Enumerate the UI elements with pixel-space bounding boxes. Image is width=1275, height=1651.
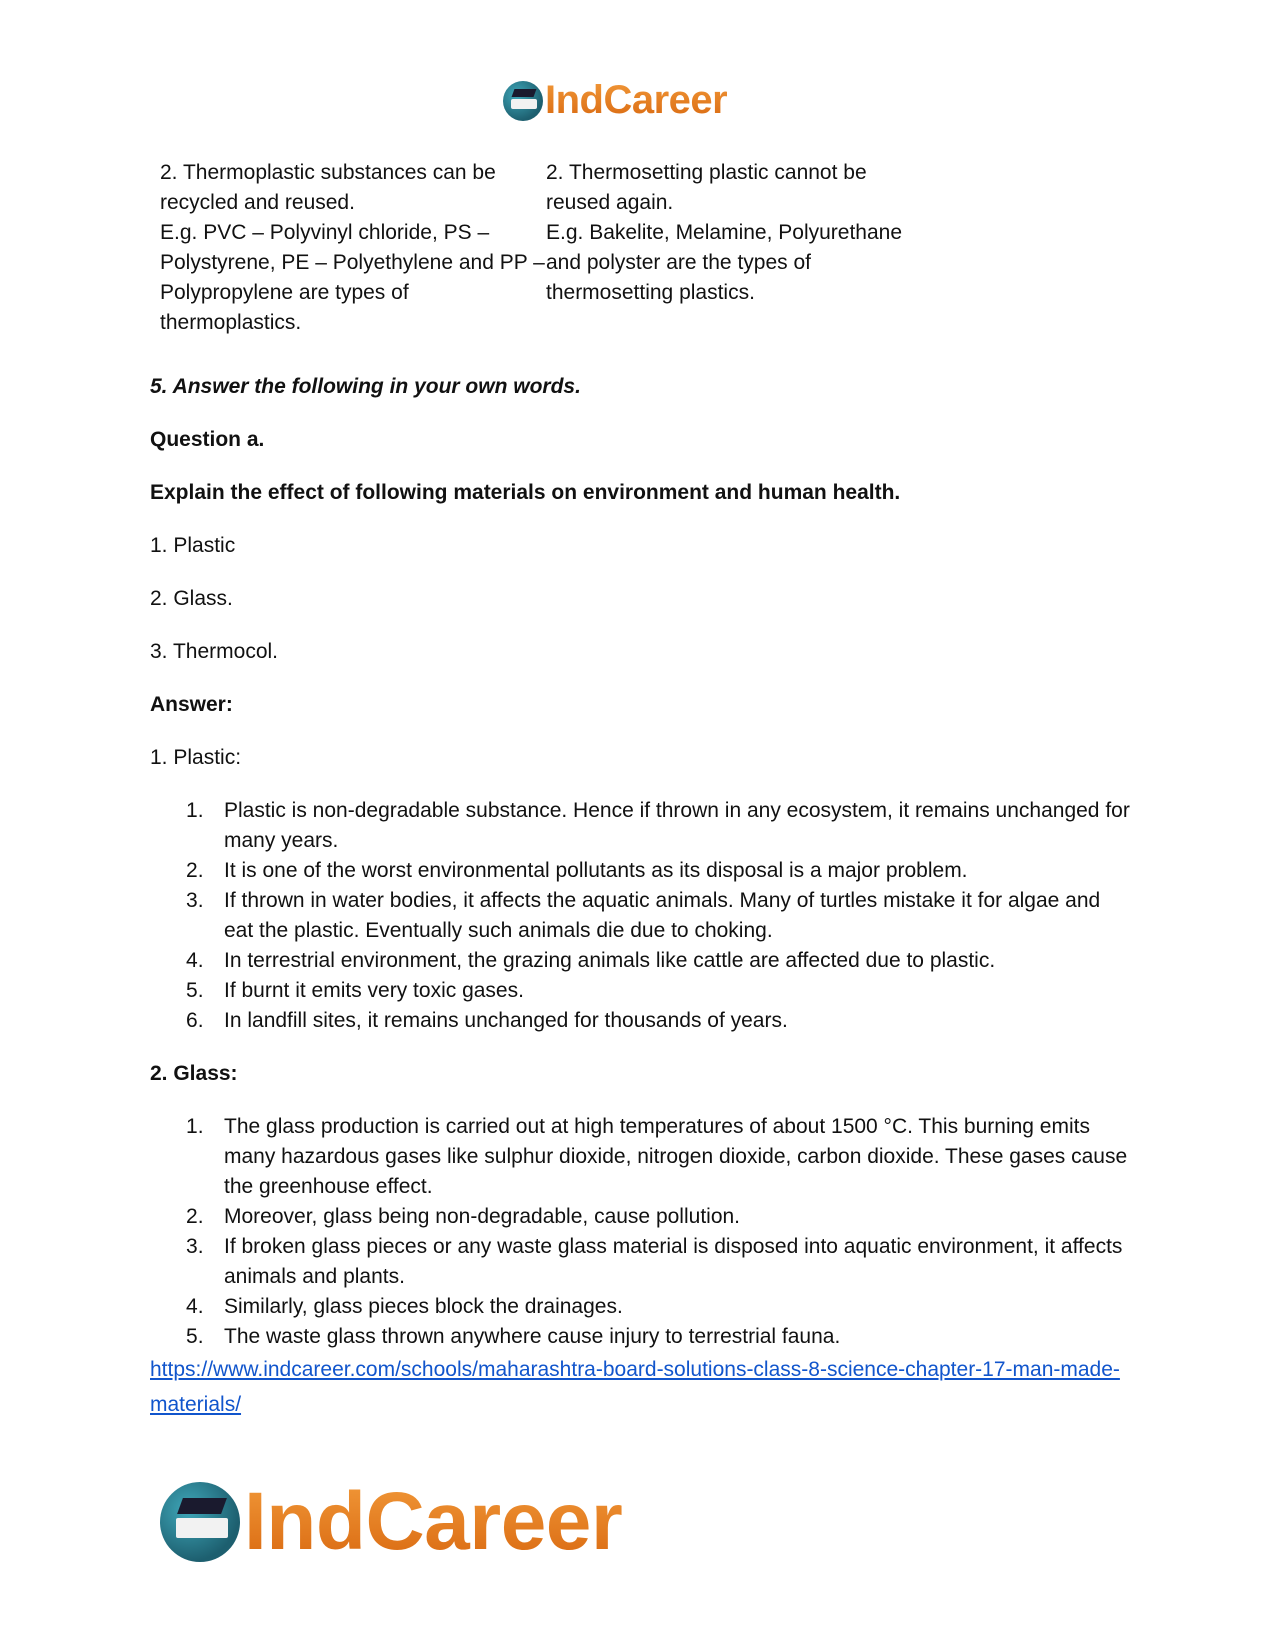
list-item: Similarly, glass pieces block the drainages. [224,1295,623,1318]
list-item: The waste glass thrown anywhere cause injury to terrestrial fauna. [224,1325,841,1348]
footer-logo-text: IndCareer [244,1476,623,1567]
list-item: Plastic is non-degradable substance. Hence if thrown in any ecosystem, it remains unchanged for many years. [224,799,1130,852]
thermosetting-examples: E.g. Bakelite, Melamine, Polyurethane and polyster are the types of thermosetting plastics. [546,221,903,304]
list-item: If thrown in water bodies, it affects the aquatic animals. Many of turtles mistake it for algae and eat the plastic. Eventually such animals die due to choking. [224,889,1101,942]
list-item: In landfill sites, it remains unchanged for thousands of years. [224,1009,788,1032]
source-link[interactable]: https://www.indcareer.com/schools/maharashtra-board-solutions-class-8-science-chapter-17-man-made-materials/ [150,1358,1120,1416]
question-item: 3. Thermocol. [150,640,278,663]
thermoplastic-column [160,158,546,338]
list-item: If burnt it emits very toxic gases. [224,979,524,1002]
list-item: In terrestrial environment, the grazing animals like cattle are affected due to plastic. [224,949,996,972]
graduation-cap-book-icon [160,1482,240,1562]
header-logo [503,78,727,123]
question-item: 2. Glass. [150,587,233,610]
question-label: Question a. [150,428,265,451]
main-content [150,372,1130,1422]
thermoplastic-point: 2. Thermoplastic substances can be recycled and reused. [160,161,496,214]
thermoplastic-examples: E.g. PVC – Polyvinyl chloride, PS – Polystyrene, PE – Polyethylene and PP – Polypropylene are types of thermoplastics. [160,221,545,334]
question-text: Explain the effect of following materials on environment and human health. [150,481,901,504]
graduation-cap-book-icon [503,81,543,121]
list-item: If broken glass pieces or any waste glass material is disposed into aquatic environment, it affects animals and plants. [224,1235,1123,1288]
plastic-heading: 1. Plastic: [150,746,242,769]
plastic-effects-list [150,796,1130,1036]
list-item: Moreover, glass being non-degradable, cause pollution. [224,1205,741,1228]
answer-label: Answer: [150,693,233,716]
list-item: The glass production is carried out at high temperatures of about 1500 °C. This burning emits many hazardous gases like sulphur dioxide, nitrogen dioxide, carbon dioxide. These gases cause the greenhouse effect. [224,1115,1128,1198]
footer-logo [160,1475,622,1569]
glass-effects-list [150,1112,1130,1352]
comparison-table [160,158,950,338]
glass-heading: 2. Glass: [150,1062,238,1085]
thermosetting-point: 2. Thermosetting plastic cannot be reused again. [546,161,867,214]
header-logo-text: IndCareer [545,78,728,122]
list-item: It is one of the worst environmental pollutants as its disposal is a major problem. [224,859,968,882]
section-title: 5. Answer the following in your own words. [150,375,581,398]
thermosetting-column [546,158,936,338]
question-item: 1. Plastic [150,534,236,557]
